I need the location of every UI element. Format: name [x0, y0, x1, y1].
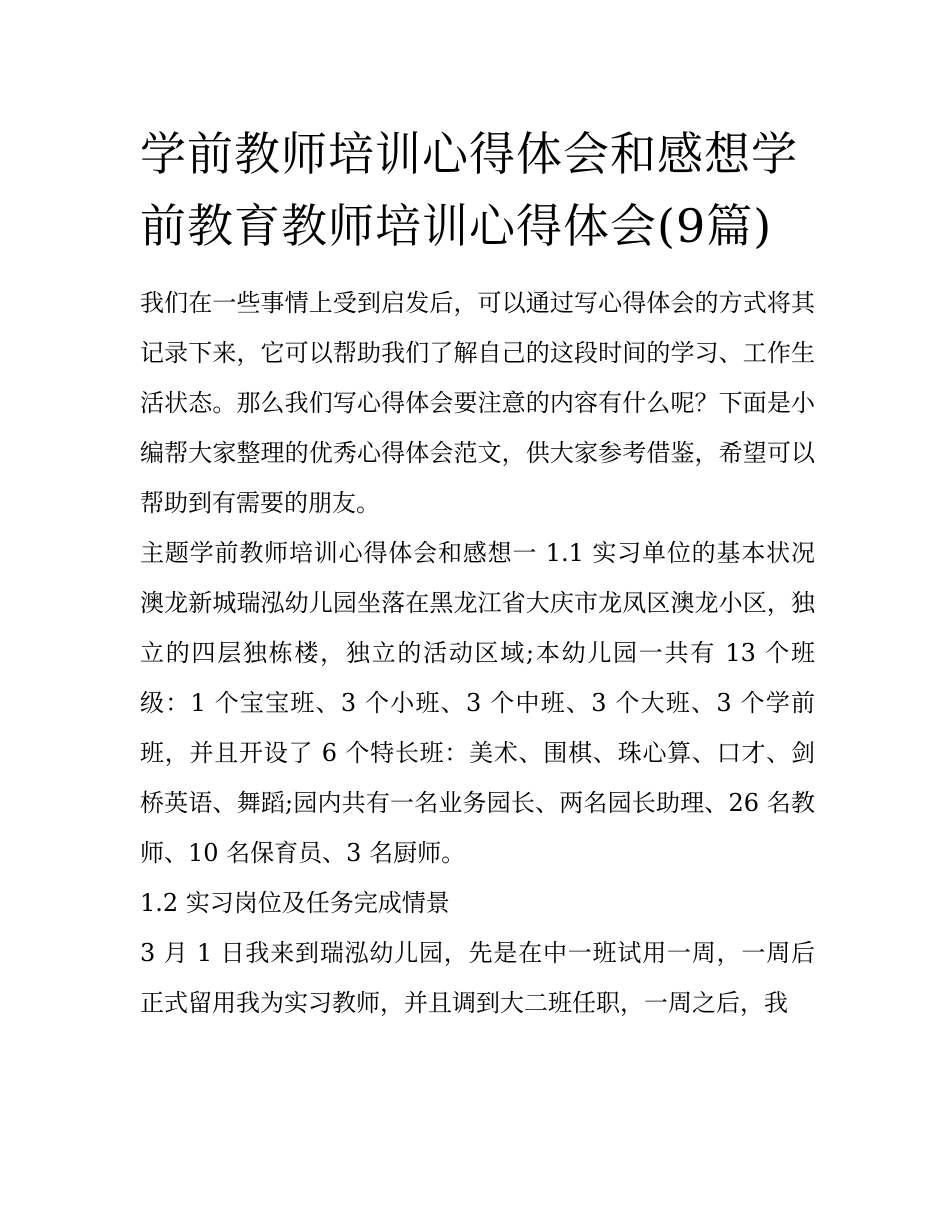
- intro-paragraph: 我们在一些事情上受到启发后，可以通过写心得体会的方式将其记录下来，它可以帮助我们了解自己的这段时间的学习、工作生活状态。那么我们写心得体会要注意的内容有什么呢？下面是小编帮大家整理的优秀心得体会范文，供大家参考借鉴，希望可以帮助到有需要的朋友。: [140, 289, 815, 517]
- section-paragraph-1-1: 主题学前教师培训心得体会和感想一 1.1 实习单位的基本状况澳龙新城瑞泓幼儿园坐落在黑龙江省大庆市龙凤区澳龙小区，独立的四层独栋楼，独立的活动区域;本幼儿园一共有 13 个班级：1 个宝宝班、3 个小班、3 个中班、3 个大班、3 个学前班，并且开设了 6 个特长班：美术、围棋、珠心算、口才、剑桥英语、舞蹈;园内共有一名业务园长、两名园长助理、26 名教师、10 名保育员、3 名厨师。: [140, 539, 815, 867]
- document-page: [140, 118, 815, 1028]
- document-title: 学前教师培训心得体会和感想学前教育教师培训心得体会(9篇): [140, 127, 798, 253]
- section-heading-1-2: 1.2 实习岗位及任务完成情景: [140, 889, 450, 917]
- section-paragraph-1-2: 3 月 1 日我来到瑞泓幼儿园，先是在中一班试用一周，一周后正式留用我为实习教师，并且调到大二班任职，一周之后，我: [140, 939, 815, 1017]
